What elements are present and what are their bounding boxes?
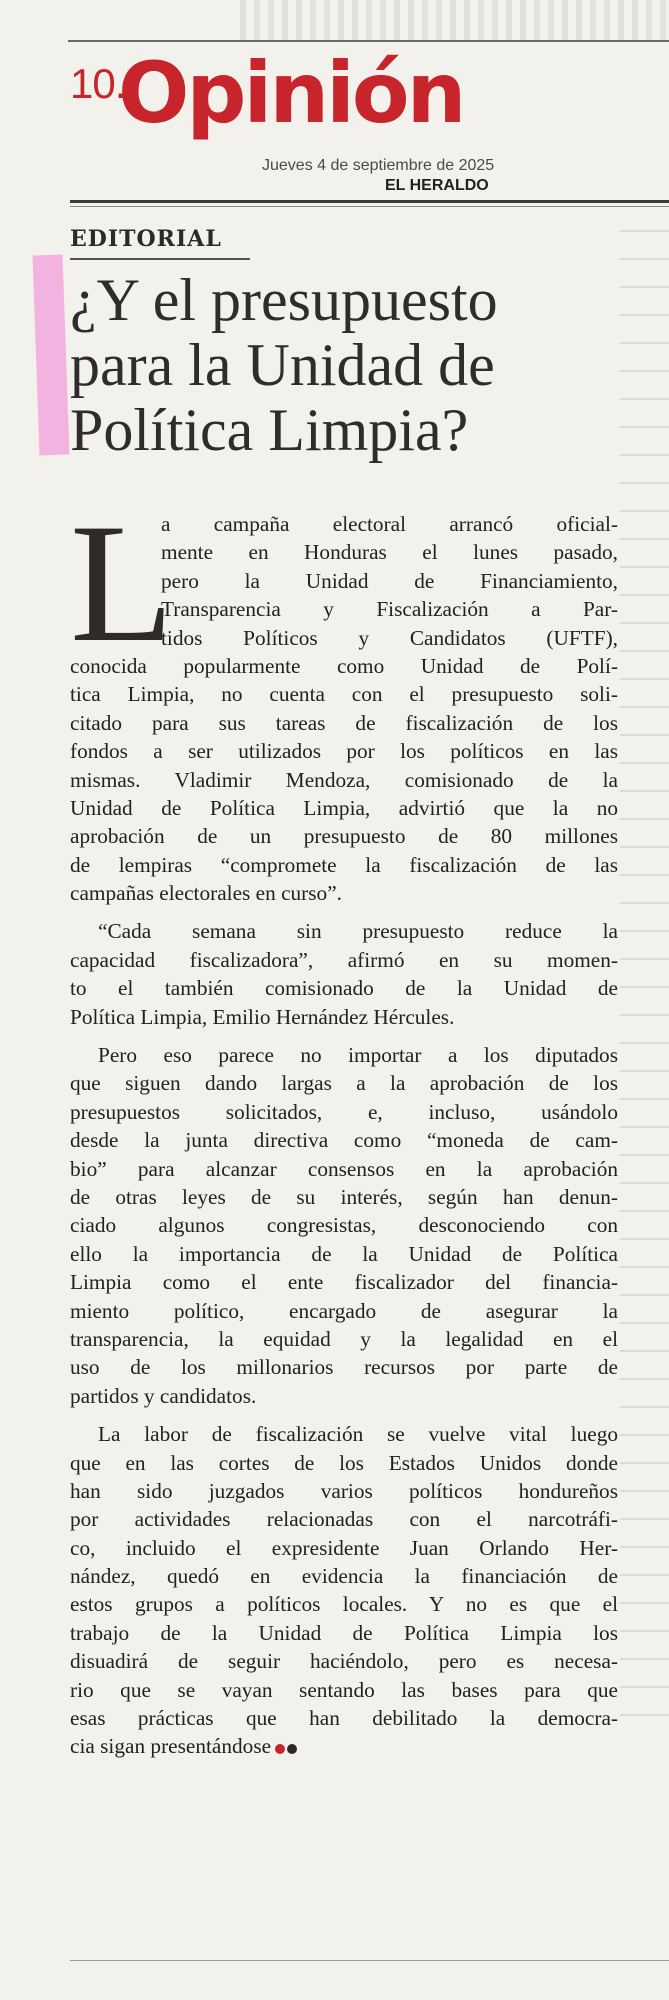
article-line: “Cada semana sin presupuesto reduce la — [98, 919, 618, 944]
article-line: La labor de fiscalización se vuelve vital luego — [98, 1422, 618, 1447]
article-line: partidos y candidatos. — [70, 1383, 257, 1408]
end-mark-icon — [287, 1744, 297, 1754]
article-line: de otras leyes de su interés, según han denun- — [70, 1184, 618, 1209]
article-line: tica Limpia, no cuenta con el presupuesto soli- — [70, 682, 618, 707]
article-line: presupuestos solicitados, e, incluso, usándolo — [70, 1099, 618, 1124]
article-line: to el también comisionado de la Unidad de — [70, 976, 618, 1001]
paragraph-gap — [70, 1031, 618, 1041]
kicker-underline — [70, 258, 250, 260]
article-line: tidos Políticos y Candidatos (UFTF), — [161, 625, 618, 650]
article-line: capacidad fiscalizadora”, afirmó en su momen- — [70, 947, 618, 972]
article-body — [70, 489, 618, 1761]
article-line: por actividades relacionadas con el narcotráfi- — [70, 1507, 618, 1532]
headline — [70, 268, 660, 463]
drop-cap: L — [70, 489, 174, 677]
article-line: disuadirá de seguir haciéndolo, pero es necesa- — [70, 1649, 618, 1674]
article-line: bio” para alcanzar consensos en la aprobación — [70, 1156, 618, 1181]
article-line: ello la importancia de la Unidad de Política — [70, 1241, 618, 1266]
article-line: han sido juzgados varios políticos hondureños — [70, 1478, 618, 1503]
article-line: miento político, encargado de asegurar la — [70, 1298, 618, 1323]
article-line: Limpia como el ente fiscalizador del financia- — [70, 1270, 618, 1295]
section-title: Opinión — [118, 44, 464, 142]
article-line: conocida popularmente como Unidad de Polí- — [70, 653, 618, 678]
article-line: Pero eso parece no importar a los diputados — [98, 1043, 618, 1068]
bottom-rule — [70, 1960, 669, 1961]
article-line: ciado algunos congresistas, desconociendo con — [70, 1213, 618, 1238]
editorial-kicker: EDITORIAL — [70, 226, 222, 252]
article-line: mente en Honduras el lunes pasado, — [161, 540, 618, 565]
article-line: aprobación de un presupuesto de 80 millones — [70, 824, 618, 849]
top-rule — [68, 40, 669, 42]
page-number: 10. — [70, 60, 126, 107]
article-line: campañas electorales en curso”. — [70, 881, 342, 906]
article-line: citado para sus tareas de fiscalización de los — [70, 710, 618, 735]
newspaper-name: EL HERALDO — [385, 177, 489, 194]
highlighter-mark — [33, 255, 70, 456]
article-line: pero la Unidad de Financiamiento, — [161, 568, 618, 593]
article-line: estos grupos a políticos locales. Y no es que el — [70, 1592, 618, 1617]
article-line: cia sigan presentándose — [70, 1732, 618, 1760]
header-rule — [70, 200, 669, 203]
article-line: rio que se vayan sentando las bases para que — [70, 1677, 618, 1702]
headline-line: para la Unidad de — [70, 332, 495, 398]
issue-date: Jueves 4 de septiembre de 2025 — [262, 157, 495, 174]
article-line: de lempiras “compromete la fiscalización de las — [70, 852, 618, 877]
article-line: a campaña electoral arrancó oficial- — [161, 512, 618, 536]
article-line: esas prácticas que han debilitado la democra- — [70, 1706, 618, 1731]
article-line: co, incluido el expresidente Juan Orlando Her- — [70, 1535, 618, 1560]
end-mark-icon — [275, 1744, 285, 1754]
article-line: transparencia, la equidad y la legalidad en el — [70, 1326, 618, 1351]
article-line: mismas. Vladimir Mendoza, comisionado de la — [70, 767, 618, 792]
paragraph-gap — [70, 907, 618, 917]
headline-line: Política Limpia? — [70, 397, 469, 463]
article-line: que en las cortes de los Estados Unidos donde — [70, 1450, 618, 1475]
header-rule-thin — [70, 206, 669, 207]
article-line: uso de los millonarios recursos por parte de — [70, 1355, 618, 1380]
headline-line: ¿Y el presupuesto — [70, 267, 498, 333]
article-line: que siguen dando largas a la aprobación de los — [70, 1071, 618, 1096]
article-line: trabajo de la Unidad de Política Limpia los — [70, 1620, 618, 1645]
article-line: Transparencia y Fiscalización a Par- — [161, 597, 618, 622]
bleed-through-texture — [240, 0, 669, 40]
article-line: Política Limpia, Emilio Hernández Hércules. — [70, 1004, 455, 1029]
article-line: fondos a ser utilizados por los políticos en las — [70, 739, 618, 764]
article-line: Unidad de Política Limpia, advirtió que la no — [70, 795, 618, 820]
article-line: nández, quedó en evidencia la financiación de — [70, 1564, 618, 1589]
paragraph-gap — [70, 1410, 618, 1420]
article-line: desde la junta directiva como “moneda de cam- — [70, 1128, 618, 1153]
